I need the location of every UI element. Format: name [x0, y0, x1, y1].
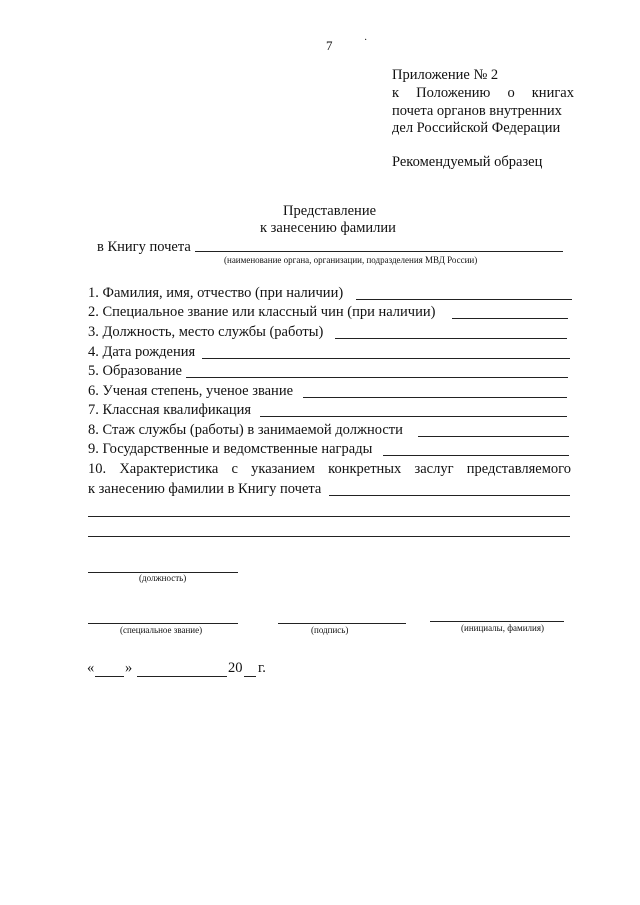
item-qualification: 7. Классная квалификация [88, 402, 252, 418]
signature-line [278, 610, 406, 624]
item-degree: 6. Ученая степень, ученое звание [88, 383, 294, 399]
book-caption: (наименование органа, организации, подразделения МВД России) [224, 255, 478, 265]
item-service-length-line [418, 422, 569, 437]
appendix-word: Положению [416, 85, 491, 101]
characteristic-fill-line [329, 481, 570, 496]
appendix-word: книгах [531, 85, 574, 101]
date-close-quote: » [125, 660, 133, 676]
date-month-line [137, 662, 227, 677]
date-open-quote: « [87, 660, 95, 676]
item-awards-line [383, 441, 569, 456]
appendix-word: к [392, 85, 400, 101]
sample-label: Рекомендуемый образец [392, 154, 543, 170]
item-characteristic-word: указанием [251, 461, 315, 477]
scan-speck: · [364, 35, 368, 46]
item-rank: 2. Специальное звание или классный чин (при наличии) [88, 304, 436, 320]
item-characteristic-line2: к занесению фамилии в Книгу почета [88, 481, 322, 497]
characteristic-blank-line [88, 523, 570, 537]
item-characteristic-word: Характеристика [119, 461, 219, 477]
appendix-line-4: дел Российской Федерации [392, 120, 561, 136]
item-education-line [186, 363, 568, 378]
date-year-prefix: 20 [228, 660, 243, 676]
characteristic-blank-line [88, 503, 570, 517]
date-year-suffix: г. [258, 660, 266, 676]
appendix-reference [392, 85, 574, 102]
item-characteristic-word: представляемого [466, 461, 571, 477]
item-position-line [335, 324, 567, 339]
item-characteristic-word: конкретных [328, 461, 402, 477]
position-signature-line [88, 559, 238, 573]
item-characteristic [88, 461, 571, 478]
item-characteristic-word: с [231, 461, 238, 477]
appendix-word: о [507, 85, 515, 101]
item-birth-date-line [202, 344, 570, 359]
item-full-name: 1. Фамилия, имя, отчество (при наличии) [88, 285, 344, 301]
appendix-number: Приложение № 2 [392, 67, 499, 83]
item-education: 5. Образование [88, 363, 182, 379]
item-characteristic-word: заслуг [414, 461, 454, 477]
date-year-line [244, 662, 256, 677]
form-title: Представление [283, 203, 377, 219]
item-rank-line [452, 304, 568, 319]
form-subtitle: к занесению фамилии [260, 220, 396, 236]
initials-signature-line [430, 608, 564, 622]
position-caption: (должность) [139, 573, 187, 583]
appendix-line-3: почета органов внутренних [392, 103, 562, 119]
rank-signature-line [88, 610, 238, 624]
signature-caption: (подпись) [311, 625, 349, 635]
item-degree-line [303, 383, 567, 398]
initials-caption: (инициалы, фамилия) [461, 623, 544, 633]
book-fill-line [195, 237, 563, 252]
item-awards: 9. Государственные и ведомственные награды [88, 441, 373, 457]
item-qualification-line [260, 402, 567, 417]
page-number: 7 [326, 38, 333, 53]
book-label: в Книгу почета [97, 239, 191, 255]
rank-caption: (специальное звание) [120, 625, 203, 635]
date-day-line [95, 662, 124, 677]
item-characteristic-word: 10. [88, 461, 107, 477]
item-birth-date: 4. Дата рождения [88, 344, 196, 360]
item-full-name-line [356, 285, 572, 300]
item-position: 3. Должность, место службы (работы) [88, 324, 324, 340]
item-service-length: 8. Стаж службы (работы) в занимаемой должности [88, 422, 403, 438]
